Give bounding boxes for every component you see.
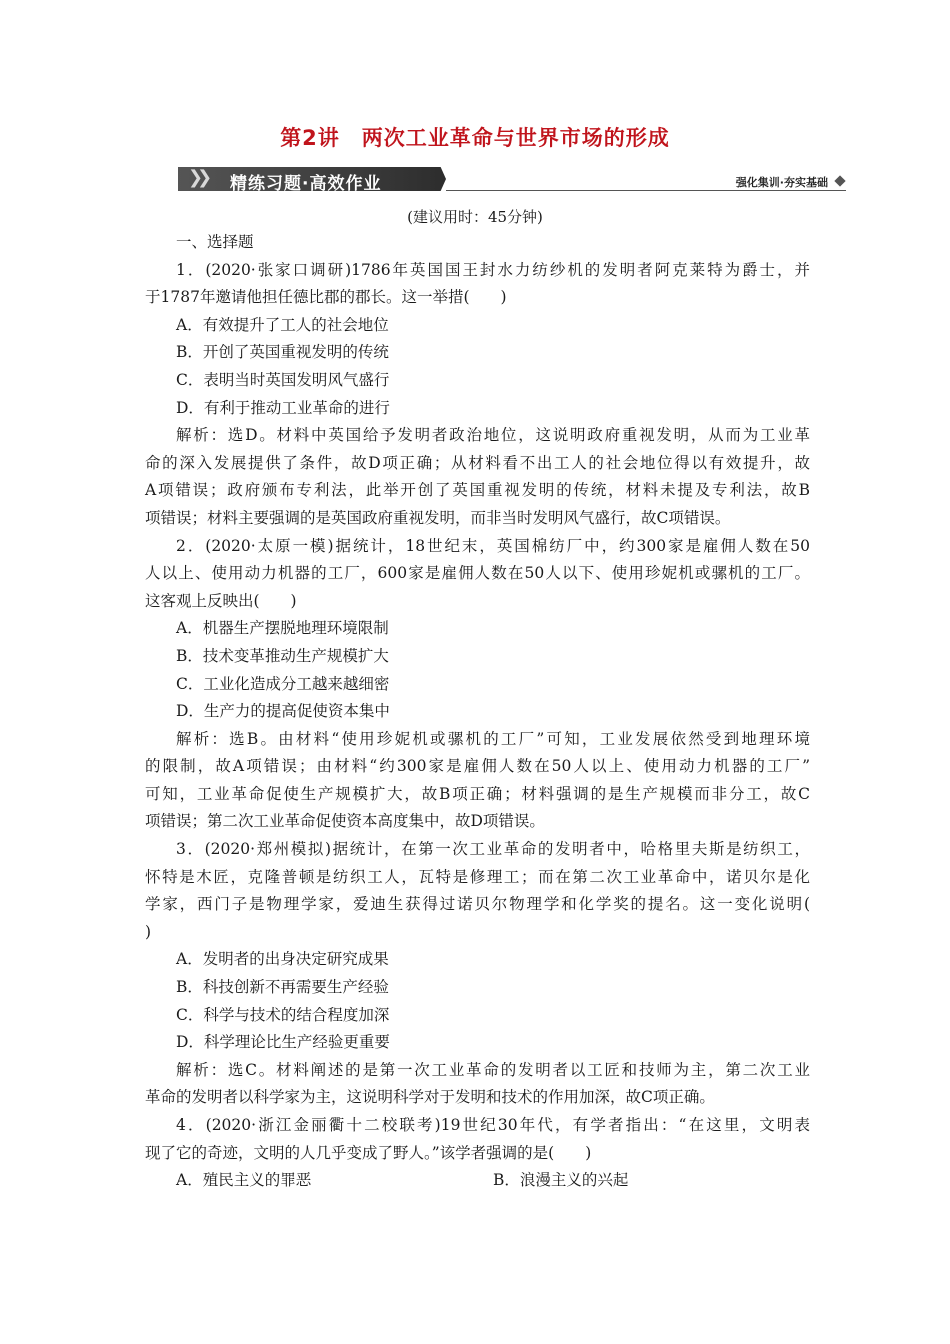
section-banner <box>178 165 846 195</box>
question-stem-line: 于1787年邀请他担任德比郡的郡长。这一举措( ) <box>145 288 507 307</box>
lesson-title: 第2讲 两次工业革命与世界市场的形成 <box>280 126 670 150</box>
question-stem-line: 这客观上反映出( ) <box>145 591 297 610</box>
option-d: D．有利于推动工业革命的进行 <box>176 398 390 417</box>
option-a: A．发明者的出身决定研究成果 <box>176 950 389 969</box>
question-3 <box>145 836 810 1112</box>
question-stem-line: 学家，西门子是物理学家，爱迪生获得过诺贝尔物理学和化学奖的提名。这一变化说明( <box>145 895 810 914</box>
option-row <box>145 1167 810 1195</box>
option-c: C．科学与技术的结合程度加深 <box>176 1005 390 1024</box>
option-c: C．表明当时英国发明风气盛行 <box>176 370 390 389</box>
question-stem-line: 人以上、使用动力机器的工厂，600家是雇佣人数在50人以下、使用珍妮机或骡机的工厂。 <box>145 564 810 583</box>
analysis-line: 革命的发明者以科学家为主，这说明科学对于发明和技术的作用加深，故C项正确。 <box>145 1088 715 1107</box>
analysis-line: 解析：选D。材料中英国给予发明者政治地位，这说明政府重视发明，从而为工业革 <box>176 426 810 445</box>
diamond-icon <box>834 175 845 186</box>
content <box>145 229 810 1195</box>
option-c: C．工业化造成分工越来越细密 <box>176 674 390 693</box>
time-hint: (建议用时：45分钟) <box>407 208 543 226</box>
question-stem-line: 怀特是木匠，克隆普顿是纺织工人，瓦特是修理工；而在第二次工业革命中，诺贝尔是化 <box>145 867 810 886</box>
option-a: A．有效提升了工人的社会地位 <box>176 315 389 334</box>
question-stem-line: 3．(2020·郑州模拟)据统计，在第一次工业革命的发明者中，哈格里夫斯是纺织工， <box>176 840 810 859</box>
question-1 <box>145 257 810 533</box>
analysis-line: 项错误；第二次工业革命促使资本高度集中，故D项错误。 <box>145 812 545 831</box>
question-stem-line: ) <box>145 922 152 941</box>
analysis-line: 解析：选B。由材料“使用珍妮机或骡机的工厂”可知，工业发展依然受到地理环境 <box>176 729 810 748</box>
option-b: B．技术变革推动生产规模扩大 <box>176 646 389 665</box>
question-stem-line: 4．(2020·浙江金丽衢十二校联考)19世纪30年代，有学者指出：“在这里，文明表 <box>176 1116 810 1134</box>
option-b: B．浪漫主义的兴起 <box>493 1171 629 1190</box>
option-a: A．殖民主义的罪恶 <box>176 1171 312 1190</box>
question-stem-line: 2．(2020·太原一模)据统计，18世纪末，英国棉纺厂中，约300家是雇佣人数在50 <box>176 536 810 555</box>
question-4 <box>145 1112 810 1195</box>
analysis-line: 解析：选C。材料阐述的是第一次工业革命的发明者以工匠和技师为主，第二次工业 <box>176 1060 810 1079</box>
double-chevron-icon: ❯❯ <box>188 167 207 188</box>
option-d: D．生产力的提高促使资本集中 <box>176 702 390 721</box>
analysis-line: 可知，工业革命促使生产规模扩大，故B项正确；材料强调的是生产规模而非分工，故C <box>145 784 810 803</box>
option-d: D．科学理论比生产经验更重要 <box>176 1033 390 1052</box>
section-title: 一、选择题 <box>176 233 254 251</box>
analysis-line: A项错误；政府颁布专利法，此举开创了英国重视发明的传统，材料未提及专利法，故B <box>145 481 810 500</box>
analysis-line: 项错误；材料主要强调的是英国政府重视发明，而非当时发明风气盛行，故C项错误。 <box>145 508 731 527</box>
option-b: B．科技创新不再需要生产经验 <box>176 978 389 997</box>
question-2 <box>145 533 810 837</box>
question-stem-line: 现了它的奇迹，文明的人几乎变成了野人。”该学者强调的是( ) <box>145 1143 592 1162</box>
option-b: B．开创了英国重视发明的传统 <box>176 343 389 362</box>
analysis-line: 的限制，故A项错误；由材料“约300家是雇佣人数在50人以上、使用动力机器的工厂” <box>145 757 810 776</box>
banner-divider <box>446 190 846 191</box>
option-a: A．机器生产摆脱地理环境限制 <box>176 619 389 638</box>
question-stem-line: 1．(2020·张家口调研)1786年英国国王封水力纺纱机的发明者阿克莱特为爵士，并 <box>176 260 810 279</box>
analysis-line: 命的深入发展提供了条件，故D项正确；从材料看不出工人的社会地位得以有效提升，故 <box>145 453 810 472</box>
banner-right-text: 强化集训·夯实基础 <box>735 176 828 189</box>
banner-left-text: 精练习题·高效作业 <box>230 174 382 194</box>
